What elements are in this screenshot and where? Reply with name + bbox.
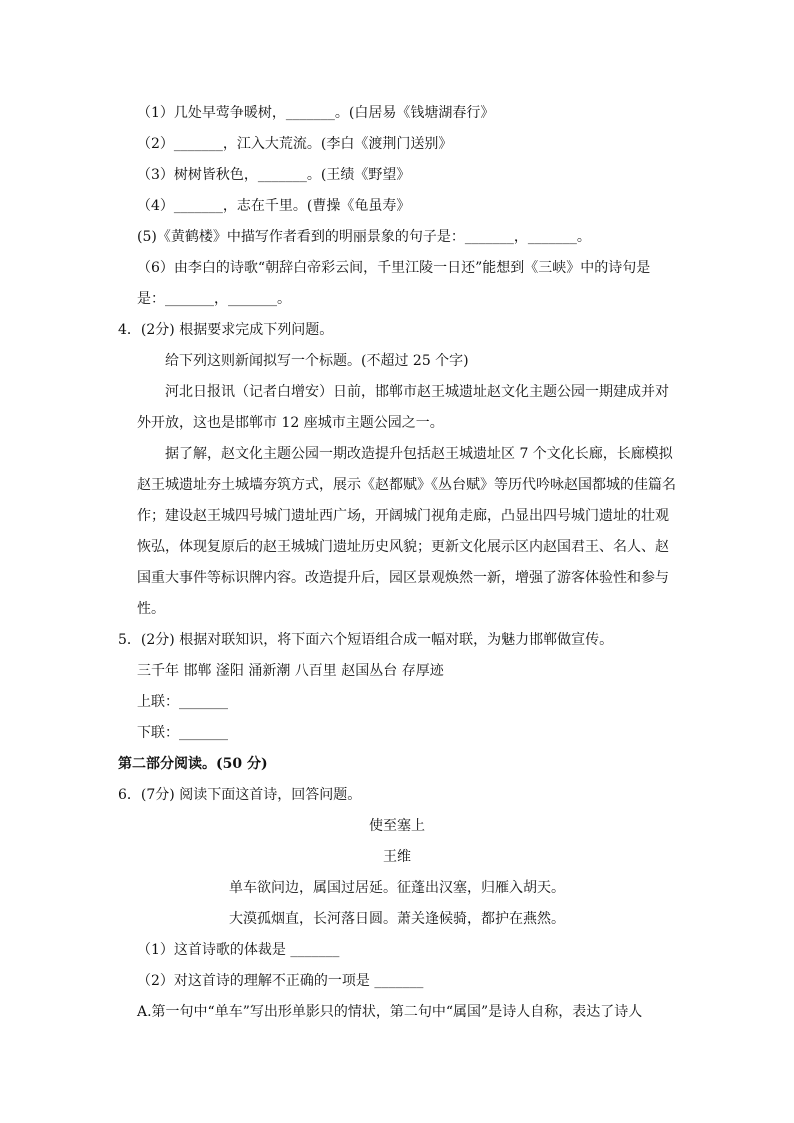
news-paragraph-2-line: 赵王城遗址夯土城墙夯筑方式，展示《赵都赋》《丛台赋》等历代吟咏赵国都城的佳篇名 (137, 477, 676, 493)
question-4-instruction: 给下列这则新闻拟写一个标题。(不超过 25 个字) (165, 353, 469, 369)
question-6-item-1: （1）这首诗歌的体裁是 _______ (137, 942, 340, 958)
question-6-heading: 6．(7分) 阅读下面这首诗，回答问题。 (118, 787, 362, 803)
question-3-item-4: （4）_______，志在千里。(曹操《龟虽寿》 (137, 198, 411, 214)
poem-line-2: 大漠孤烟直，长河落日圆。萧关逢候骑，都护在燕然。 (229, 911, 565, 927)
question-3-item-1: （1）几处早莺争暖树，_______。(白居易《钱塘湖春行》 (137, 105, 495, 121)
option-a: A.第一句中“单车”写出形单影只的情状，第二句中“属国”是诗人自称，表达了诗人 (137, 1004, 643, 1020)
news-paragraph-1-line: 外开放，这也是邯郸市 12 座城市主题公园之一。 (137, 415, 444, 431)
news-paragraph-2-line: 据了解，赵文化主题公园一期改造提升包括赵王城遗址区 7 个文化长廊，长廊模拟 (165, 446, 673, 462)
couplet-lower-line: 下联：_______ (137, 725, 228, 741)
news-paragraph-2-line: 作；建设赵王城四号城门遗址西广场，开阔城门视角走廊，凸显出四号城门遗址的壮观 (137, 508, 669, 524)
part-2-heading: 第二部分阅读。(50 分) (118, 756, 268, 772)
news-paragraph-2-line: 恢弘，体现复原后的赵王城城门遗址历史风貌；更新文化展示区内赵国君王、名人、赵 (137, 539, 669, 555)
question-5-heading: 5．(2分) 根据对联知识，将下面六个短语组合成一幅对联，为魅力邯郸做宣传。 (118, 632, 614, 648)
question-3-item-3: （3）树树皆秋色，_______。(王绩《野望》 (137, 167, 411, 183)
poem-author: 王维 (383, 849, 411, 865)
question-3-item-5: (5)《黄鹤楼》中描写作者看到的明丽景象的句子是：_______，_______。 (137, 229, 591, 245)
question-3-item-6-continued: 是：_______，_______。 (137, 291, 291, 307)
question-3-item-2: （2）_______，江入大荒流。(李白《渡荆门送别》 (137, 136, 453, 152)
question-3-item-6: （6）由李白的诗歌“朝辞白帝彩云间，千里江陵一日还”能想到《三峡》中的诗句是 (137, 260, 651, 276)
poem-line-1: 单车欲问边，属国过居延。征蓬出汉塞，归雁入胡天。 (229, 880, 565, 896)
news-paragraph-2-line: 性。 (137, 601, 165, 617)
poem-title: 使至塞上 (369, 818, 425, 834)
news-paragraph-2-line: 国重大事件等标识牌内容。改造提升后，园区景观焕然一新，增强了游客体验性和参与 (137, 570, 669, 586)
couplet-phrases: 三千年 邯郸 滏阳 涌新潮 八百里 赵国丛台 存厚迹 (137, 663, 444, 679)
news-paragraph-1-line: 河北日报讯（记者白增安）日前，邯郸市赵王城遗址赵文化主题公园一期建成并对 (165, 384, 669, 400)
couplet-upper-line: 上联：_______ (137, 694, 228, 710)
question-6-item-2: （2）对这首诗的理解不正确的一项是 _______ (137, 973, 424, 989)
question-4-heading: 4．(2分) 根据要求完成下列问题。 (118, 322, 334, 338)
